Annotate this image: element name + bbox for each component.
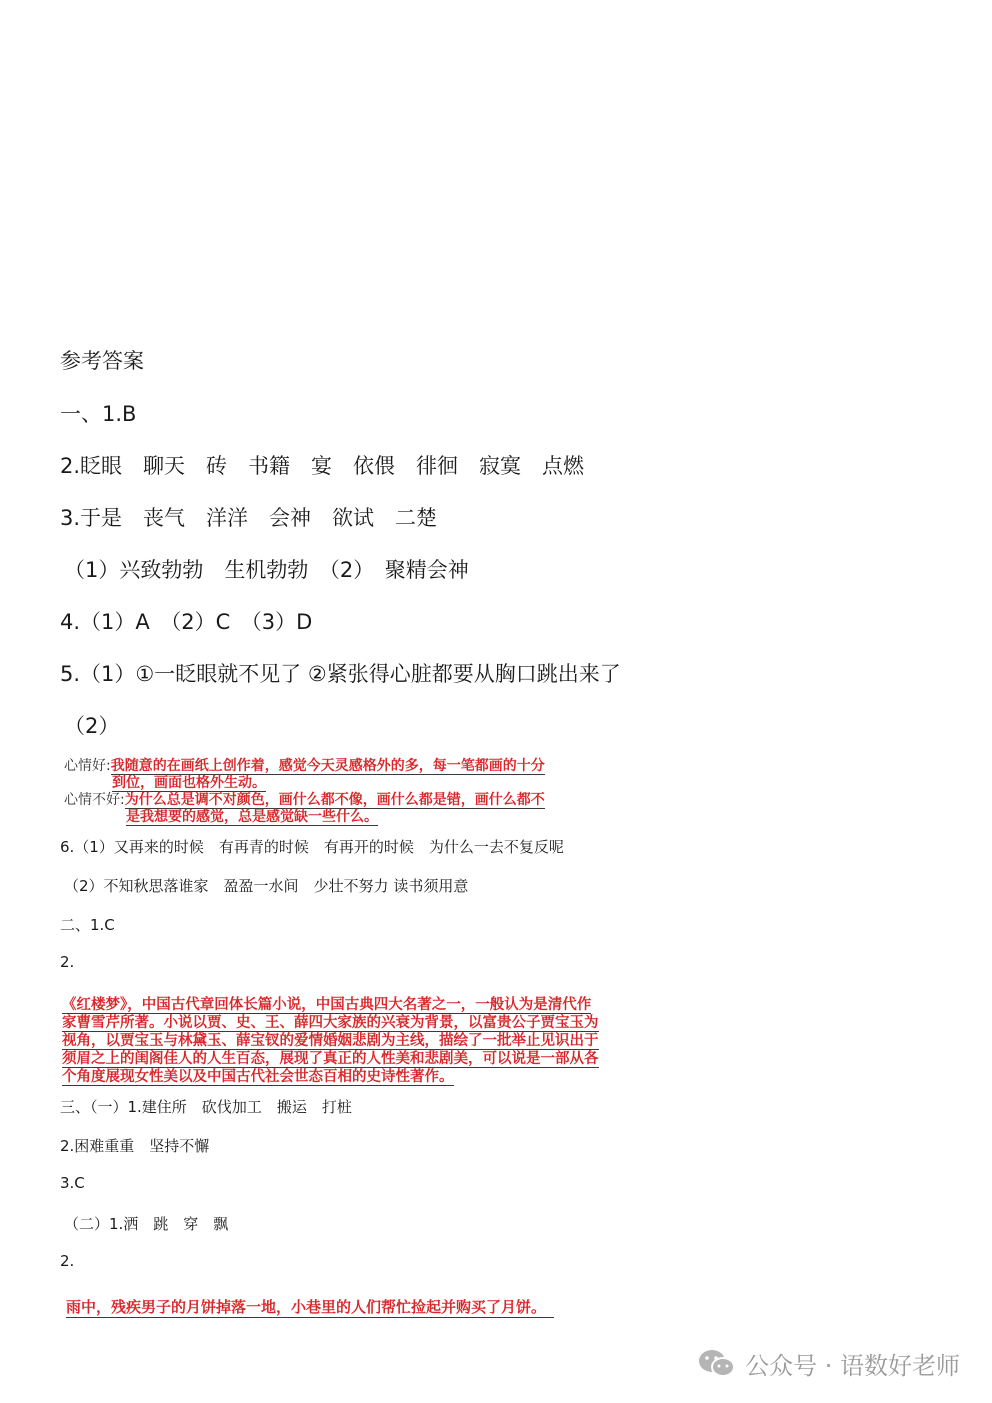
mood-good-text-b: 到位，画面也格外生动。 <box>112 775 266 791</box>
answer-line-8: 6.（1）又再来的时候 有再青的时候 有再开的时候 为什么一去不复反呢 <box>60 838 564 856</box>
answer-line-16: 2. <box>60 1252 75 1270</box>
answer-line-3: 3.于是 丧气 洋洋 会神 欲试 二楚 <box>60 506 438 530</box>
answer-line-6: 5.（1）①一眨眼就不见了 ②紧张得心脏都要从胸口跳出来了 <box>60 662 621 686</box>
answer-line-5: 4.（1）A （2）C （3）D <box>60 610 313 634</box>
mood-good-text-a: 我随意的在画纸上创作着，感觉今天灵感格外的多，每一笔都画的十分 <box>110 758 545 774</box>
mood-bad-text-a: 为什么总是调不对颜色，画什么都不像，画什么都是错，画什么都不 <box>124 792 545 808</box>
hlm-line: 个角度展现女性美以及中国古代社会世态百相的史诗性著作。 <box>62 1068 454 1085</box>
hlm-line: 《红楼梦》，中国古代章回体长篇小说，中国古典四大名著之一，一般认为是清代作 <box>62 996 592 1013</box>
answer-line-7: （2） <box>64 714 120 738</box>
mood-bad-label: 心情不好: <box>64 792 125 808</box>
answer-line-14: 3.C <box>60 1174 85 1192</box>
mood-good-row <box>64 758 545 775</box>
watermark <box>697 1346 960 1381</box>
mood-bad-row <box>64 792 545 809</box>
answer-line-9: （2）不知秋思落谁家 盈盈一水间 少壮不努力 读书须用意 <box>64 877 469 895</box>
mood-bad-text-b: 是我想要的感觉，总是感觉缺一些什么。 <box>126 809 378 825</box>
answer-line-2: 2.眨眼 聊天 砖 书籍 宴 依偎 徘徊 寂寞 点燃 <box>60 454 585 478</box>
answer-title: 参考答案 <box>60 349 144 373</box>
answer-line-11: 2. <box>60 953 75 971</box>
answer-line-12: 三、（一）1.建住所 砍伐加工 搬运 打桩 <box>60 1098 352 1116</box>
hlm-line: 须眉之上的闺阁佳人的人生百态，展现了真正的人性美和悲剧美，可以说是一部从各 <box>62 1050 599 1067</box>
answer-line-4: （1）兴致勃勃 生机勃勃 （2） 聚精会神 <box>64 558 469 582</box>
wechat-icon <box>697 1348 737 1380</box>
watermark-text: 公众号 · 语数好老师 <box>745 1352 960 1380</box>
mood-good-row-2 <box>64 775 545 792</box>
handwriting-hongloumeng <box>62 996 599 1086</box>
handwriting-mood-block <box>64 758 545 826</box>
answer-line-10: 二、1.C <box>60 916 115 934</box>
answer-line-1: 一、1.B <box>60 402 137 426</box>
answer-line-15: （二）1.洒 跳 穿 飘 <box>64 1215 229 1233</box>
hlm-line: 视角，以贾宝玉与林黛玉、薛宝钗的爱情婚姻悲剧为主线，描绘了一批举止见识出于 <box>62 1032 599 1049</box>
hlm-line: 家曹雪芹所著。小说以贾、史、王、薛四大家族的兴衰为背景，以富贵公子贾宝玉为 <box>62 1014 599 1031</box>
mood-good-label: 心情好: <box>64 758 111 774</box>
handwriting-mooncake: 雨中，残疾男子的月饼掉落一地，小巷里的人们帮忙捡起并购买了月饼。 <box>66 1297 554 1318</box>
answer-line-13: 2.困难重重 坚持不懈 <box>60 1137 210 1155</box>
mood-bad-row-2 <box>64 809 545 826</box>
